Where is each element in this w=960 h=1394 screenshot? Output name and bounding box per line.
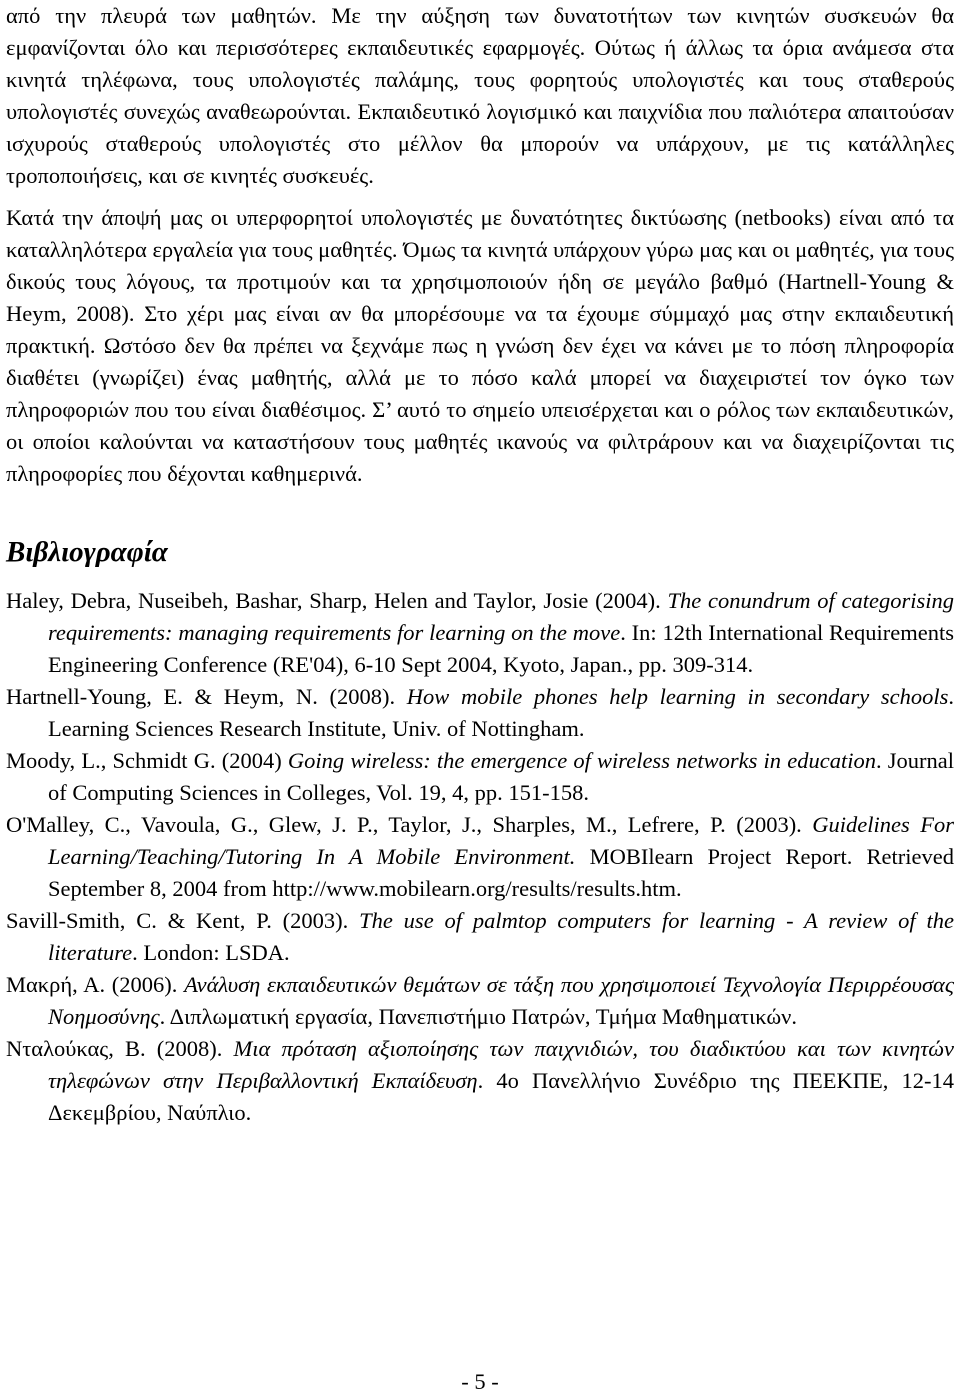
bibliography-heading: Βιβλιογραφία	[6, 536, 168, 568]
reference-details: . Journal of Computing Sciences in Colleges, Vol. 19, 4, pp. 151-158.	[48, 748, 954, 805]
reference-item-omalley-2003	[6, 809, 954, 905]
reference-item-haley-2004	[6, 585, 954, 681]
body-paragraph-1	[6, 0, 954, 192]
reference-details: . In: 12th International Requirements Engineering Conference (RE'04), 6-10 Sept 2004, Kyoto, Japan., pp. 309-314.	[48, 620, 955, 677]
body-paragraph-2	[6, 202, 954, 490]
reference-title: The conundrum of categorising requirements: managing requirements for learning on the move	[48, 588, 954, 645]
reference-details: MOBIlearn Project Report. Retrieved September 8, 2004 from http://www.mobilearn.org/results/results.htm.	[48, 844, 954, 901]
reference-item-ntaloukas-2008	[6, 1033, 954, 1129]
reference-item-makri-2006	[6, 969, 954, 1033]
paragraph-text: Κατά την άποψή μας οι υπερφορητοί υπολογιστές με δυνατότητες δικτύωσης (netbooks) είναι από τα καταλληλότερα εργαλεία για τους μαθητές. Όμως τα κινητά υπάρχουν γύρω μας και οι μαθητές, για τους δικούς τους λόγους, τα προτιμούν και τα χρησιμοποιούν ήδη σε μεγάλο βαθμό (Hartnell-Young & Heym, 2008). Στο χέρι μας είναι αν θα μπορέσουμε να τα έχουμε σύμμαχό μας στην εκπαιδευτική πρακτική. Ωστόσο δεν θα πρέπει να ξεχνάμε πως η γνώση δεν έχει να κάνει με το πόση πληροφορία διαθέτει (γνωρίζει) ένας μαθητής, αλλά με το πόσο καλά μπορεί να διαχειριστεί τον όγκο των πληροφοριών που του είναι διαθέσιμος. Σ’ αυτό το σημείο υπεισέρχεται και ο ρόλος των εκπαιδευτικών, οι οποίοι καλούνται να καταστήσουν τους μαθητές ικανούς να φιλτράρουν και να διαχειρίζονται τις πληροφορίες που δέχονται καθημερινά.	[6, 205, 954, 486]
reference-authors: Μακρή, Α. (2006).	[6, 972, 185, 997]
reference-authors: Hartnell-Young, E. & Heym, N. (2008).	[6, 684, 407, 709]
reference-title: How mobile phones help learning in secondary schools	[406, 684, 949, 709]
reference-title: Going wireless: the emergence of wireless networks in education	[287, 748, 876, 773]
reference-authors: Moody, L., Schmidt G. (2004)	[6, 748, 288, 773]
reference-title: Guidelines For Learning/Teaching/Tutoring In A Mobile Environment.	[48, 812, 955, 869]
reference-authors: Haley, Debra, Nuseibeh, Bashar, Sharp, Helen and Taylor, Josie (2004).	[6, 588, 668, 613]
reference-title: Ανάλυση εκπαιδευτικών θεμάτων σε τάξη που χρησιμοποιεί Τεχνολογία Περιρρέουσας Νοημοσύνης	[48, 972, 954, 1029]
reference-item-savill-smith-2003	[6, 905, 954, 969]
reference-details: . London: LSDA.	[132, 940, 290, 965]
reference-authors: O'Malley, C., Vavoula, G., Glew, J. P., Taylor, J., Sharples, M., Lefrere, P. (2003).	[6, 812, 813, 837]
reference-title: The use of palmtop computers for learning - A review of the literature	[48, 908, 954, 965]
paragraph-text: από την πλευρά των μαθητών. Με την αύξηση των δυνατοτήτων των κινητών συσκευών θα εμφανίζονται όλο και περισσότερες εκπαιδευτικές εφαρμογές. Ούτως ή άλλως τα όρια ανάμεσα στα κινητά τηλέφωνα, τους υπολογιστές παλάμης, τους φορητούς υπολογιστές και τους σταθερούς υπολογιστές συνεχώς αναθεωρούνται. Εκπαιδευτικό λογισμικό και παιχνίδια που παλιότερα απαιτούσαν ισχυρούς σταθερούς υπολογιστές στο μέλλον θα μπορούν να υπάρχουν, με τις κατάλληλες τροποποιήσεις, και σε κινητές συσκευές.	[6, 3, 954, 188]
reference-authors: Νταλούκας, Β. (2008).	[6, 1036, 234, 1061]
page-number: - 5 -	[461, 1369, 499, 1394]
reference-details: . Διπλωματική εργασία, Πανεπιστήμιο Πατρών, Τμήμα Μαθηματικών.	[159, 1004, 797, 1029]
reference-list	[6, 585, 954, 1129]
reference-title: Μια πρόταση αξιοποίησης των παιχνιδιών, του διαδικτύου και των κινητών τηλεφώνων στην Περιβαλλοντική Εκπαίδευση	[48, 1036, 954, 1093]
reference-item-moody-2004	[6, 745, 954, 809]
reference-authors: Savill-Smith, C. & Kent, P. (2003).	[6, 908, 360, 933]
reference-details: . 4ο Πανελλήνιο Συνέδριο της ΠΕΕΚΠΕ, 12-14 Δεκεμβρίου, Ναύπλιο.	[48, 1068, 954, 1125]
reference-item-hartnell-young-2008	[6, 681, 954, 745]
reference-details: . Learning Sciences Research Institute, Univ. of Nottingham.	[48, 684, 954, 741]
